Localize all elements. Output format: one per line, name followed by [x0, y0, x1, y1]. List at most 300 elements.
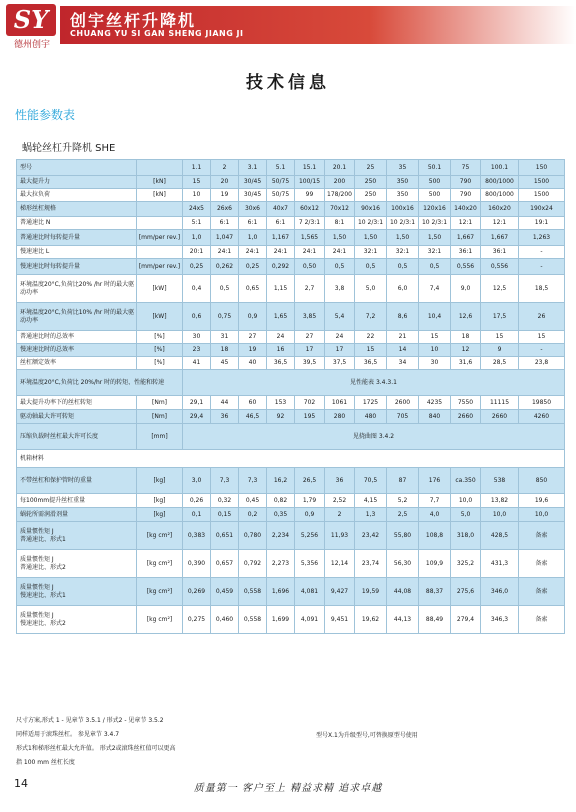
- table-cell: 0,558: [239, 578, 267, 606]
- table-cell: 7,3: [211, 468, 239, 494]
- inertia-label: 质量惯性矩 J: [20, 612, 54, 619]
- table-cell: 5,256: [295, 522, 325, 550]
- table-cell: 60x12: [295, 202, 325, 217]
- table-cell: 备索: [519, 578, 565, 606]
- table-cell: 26,5: [295, 468, 325, 494]
- inertia-sublabel: 普通速比、形式2: [20, 563, 66, 571]
- table-cell: [%]: [137, 331, 183, 344]
- table-cell: 2600: [387, 396, 419, 410]
- table-cell: 3,8: [325, 275, 355, 303]
- table-cell: 19:1: [519, 217, 565, 230]
- table-cell: 150: [519, 160, 565, 176]
- table-cell: 0,65: [239, 275, 267, 303]
- table-cell: 32:1: [387, 246, 419, 259]
- table-row: [17, 176, 565, 189]
- table-cell: 32:1: [419, 246, 451, 259]
- table-cell: 39,5: [295, 357, 325, 370]
- table-cell: 11,93: [325, 522, 355, 550]
- table-cell: 16: [267, 344, 295, 357]
- table-cell: 10: [419, 344, 451, 357]
- table-cell: 慢速速比 L: [17, 246, 137, 259]
- table-cell: 1,3: [355, 508, 387, 522]
- table-cell: 178/200: [325, 189, 355, 202]
- table-cell: 0,5: [387, 259, 419, 275]
- table-cell: 140x20: [451, 202, 481, 217]
- table-cell: 0,460: [211, 606, 239, 634]
- table-cell: 慢速速比时每转提升量: [17, 259, 137, 275]
- note-line: 同样适用于滚珠丝杠。 参见章节 3.4.7: [16, 731, 120, 738]
- table-cell: 850: [519, 468, 565, 494]
- table-cell: 44,13: [387, 606, 419, 634]
- table-cell: 10 2/3:1: [419, 217, 451, 230]
- table-cell: 19: [239, 344, 267, 357]
- table-cell: 每100mm提升丝杠重量: [17, 494, 137, 508]
- table-cell: 0,792: [239, 550, 267, 578]
- table-cell: [kg cm²]: [137, 522, 183, 550]
- table-cell: 1500: [519, 176, 565, 189]
- table-row: [17, 494, 565, 508]
- table-cell: 346,3: [481, 606, 519, 634]
- table-cell: 280: [325, 410, 355, 424]
- table-cell: 普通速比时每转提升量: [17, 230, 137, 246]
- table-cell: 7550: [451, 396, 481, 410]
- table-cell: 17: [325, 344, 355, 357]
- table-cell: 0,45: [239, 494, 267, 508]
- table-cell: -: [519, 344, 565, 357]
- table-cell: [Nm]: [137, 410, 183, 424]
- table-cell: 275,6: [451, 578, 481, 606]
- table-cell: [17, 522, 137, 550]
- table-cell: 702: [295, 396, 325, 410]
- table-cell: 环境温度20°C,负荷比20% /hr 时的最大驱动功率: [17, 275, 137, 303]
- table-cell: 480: [355, 410, 387, 424]
- table-cell: 0,1: [183, 508, 211, 522]
- table-cell: 最大提升力: [17, 176, 137, 189]
- table-cell: 26x6: [211, 202, 239, 217]
- table-cell: 12: [451, 344, 481, 357]
- table-cell: [17, 606, 137, 634]
- table-cell: 4,091: [295, 606, 325, 634]
- table-cell: 0,383: [183, 522, 211, 550]
- table-cell: 840: [419, 410, 451, 424]
- table-cell: 15: [481, 331, 519, 344]
- table-cell: 0,50: [295, 259, 325, 275]
- table-cell: 0,15: [211, 508, 239, 522]
- table-cell: 最大拉负荷: [17, 189, 137, 202]
- notes: [16, 714, 564, 770]
- table-cell: 0,556: [481, 259, 519, 275]
- table-cell: 0,262: [211, 259, 239, 275]
- table-cell: 30/45: [239, 189, 267, 202]
- table-cell: 70,5: [355, 468, 387, 494]
- table-cell: 10 2/3:1: [387, 217, 419, 230]
- table-cell: 44,08: [387, 578, 419, 606]
- table-cell: 23,8: [519, 357, 565, 370]
- banner-subtitle: CHUANG YU SI GAN SHENG JIANG JI: [70, 29, 244, 38]
- table-cell: 24: [325, 331, 355, 344]
- table-row: [17, 160, 565, 176]
- table-cell: 5,0: [451, 508, 481, 522]
- table-cell: 15: [355, 344, 387, 357]
- table-cell: 0,657: [211, 550, 239, 578]
- table-cell: 50.1: [419, 160, 451, 176]
- table-cell: 2660: [451, 410, 481, 424]
- inertia-sublabel: 慢速速比、形式1: [20, 591, 66, 599]
- table-cell: [17, 578, 137, 606]
- table-cell: 0,390: [183, 550, 211, 578]
- table-row: [17, 331, 565, 344]
- table-cell: 1,696: [267, 578, 295, 606]
- table-cell: 0,4: [183, 275, 211, 303]
- table-cell: 45: [211, 357, 239, 370]
- table-cell: 1,047: [211, 230, 239, 246]
- table-cell: 5,2: [387, 494, 419, 508]
- table-cell: 705: [387, 410, 419, 424]
- table-cell: 40x7: [267, 202, 295, 217]
- table-cell: 8,6: [387, 303, 419, 331]
- table-cell: 12:1: [481, 217, 519, 230]
- table-cell: 丝杠额定效率: [17, 357, 137, 370]
- table-cell: 41: [183, 357, 211, 370]
- table-row: [17, 275, 565, 303]
- table-cell: 0,558: [239, 606, 267, 634]
- table-cell: 431,3: [481, 550, 519, 578]
- table-cell: 2: [325, 508, 355, 522]
- table-cell: 195: [295, 410, 325, 424]
- table-row: [17, 202, 565, 217]
- table-cell: 11115: [481, 396, 519, 410]
- table-row: [17, 522, 565, 550]
- table-cell: 0,269: [183, 578, 211, 606]
- table-row: [17, 259, 565, 275]
- table-cell: 120x16: [419, 202, 451, 217]
- table-cell: 2,5: [387, 508, 419, 522]
- table-cell: 30/45: [239, 176, 267, 189]
- table-cell: 60: [239, 396, 267, 410]
- table-cell: 88,37: [419, 578, 451, 606]
- table-cell: 4235: [419, 396, 451, 410]
- table-cell: 13,82: [481, 494, 519, 508]
- table-cell: 800/1000: [481, 189, 519, 202]
- table-cell: 160x20: [481, 202, 519, 217]
- table-cell: 100x16: [387, 202, 419, 217]
- table-cell: 1,699: [267, 606, 295, 634]
- table-cell: 70x12: [325, 202, 355, 217]
- table-cell: [kN]: [137, 189, 183, 202]
- table-cell: 3.1: [239, 160, 267, 176]
- table-cell: 不带丝杠和保护管时的重量: [17, 468, 137, 494]
- table-cell: 2: [211, 160, 239, 176]
- table-cell: 108,8: [419, 522, 451, 550]
- table-cell: 环境温度20°C,负荷比10% /hr 时的最大驱动功率: [17, 303, 137, 331]
- table-cell: 15: [419, 331, 451, 344]
- header-banner: [60, 6, 576, 44]
- table-cell: [kg]: [137, 468, 183, 494]
- table-cell: 87: [387, 468, 419, 494]
- table-cell: [17, 550, 137, 578]
- table-cell: 4,081: [295, 578, 325, 606]
- table-cell: 109,9: [419, 550, 451, 578]
- table-row: [17, 424, 565, 450]
- table-cell: 4,15: [355, 494, 387, 508]
- table-row: [17, 508, 565, 522]
- page-title: 技术信息: [246, 73, 330, 93]
- table-cell: 0,459: [211, 578, 239, 606]
- table-cell: 5,356: [295, 550, 325, 578]
- table-cell: 12,14: [325, 550, 355, 578]
- table-cell: 428,5: [481, 522, 519, 550]
- table-cell: 46,5: [239, 410, 267, 424]
- table-row: [17, 606, 565, 634]
- table-cell: 23,74: [355, 550, 387, 578]
- table-cell: 0,75: [211, 303, 239, 331]
- table-cell: 0,292: [267, 259, 295, 275]
- table-cell: [137, 202, 183, 217]
- table-cell: 5,0: [355, 275, 387, 303]
- table-cell: 30: [419, 357, 451, 370]
- table-cell: [mm/per rev.]: [137, 230, 183, 246]
- table-cell: 型号: [17, 160, 137, 176]
- table-cell: 备索: [519, 606, 565, 634]
- table-cell: 25: [355, 160, 387, 176]
- table-cell: 538: [481, 468, 519, 494]
- table-row: [17, 578, 565, 606]
- table-cell: [kg cm²]: [137, 578, 183, 606]
- table-cell: 36:1: [451, 246, 481, 259]
- table-cell: 0,2: [239, 508, 267, 522]
- table-cell: 9,0: [451, 275, 481, 303]
- table-cell: [kg]: [137, 494, 183, 508]
- table-cell: 9,427: [325, 578, 355, 606]
- table-cell: 28,5: [481, 357, 519, 370]
- table-cell: 0,5: [211, 275, 239, 303]
- table-cell: 2,52: [325, 494, 355, 508]
- table-cell: 0,5: [325, 259, 355, 275]
- table-cell: 23,42: [355, 522, 387, 550]
- table-cell: 26: [519, 303, 565, 331]
- table-cell: 20.1: [325, 160, 355, 176]
- table-cell: 0,780: [239, 522, 267, 550]
- product-subtitle: 蜗轮丝杠升降机 SHE: [22, 143, 116, 154]
- table-cell: 环境温度20°C,负荷比 20%/hr 时的转矩、性能和转速: [17, 370, 183, 396]
- table-cell: 10 2/3:1: [355, 217, 387, 230]
- table-cell: 1725: [355, 396, 387, 410]
- table-cell: 20: [211, 176, 239, 189]
- table-cell: 37,5: [325, 357, 355, 370]
- table-cell: 1,50: [387, 230, 419, 246]
- table-cell: 2,234: [267, 522, 295, 550]
- table-cell: 0,651: [211, 522, 239, 550]
- footnote-4: 型号X.1为升级型号,可替换原型号使用: [316, 732, 418, 739]
- table-cell: 30: [183, 331, 211, 344]
- table-cell: 1,0: [183, 230, 211, 246]
- table-cell: 6:1: [239, 217, 267, 230]
- table-cell: 176: [419, 468, 451, 494]
- table-cell: 325,2: [451, 550, 481, 578]
- table-cell: 9: [481, 344, 519, 357]
- table-cell: 19,6: [519, 494, 565, 508]
- table-cell: 20:1: [183, 246, 211, 259]
- logo-mark: SY: [13, 5, 49, 34]
- table-cell: [kW]: [137, 303, 183, 331]
- table-cell: 7,4: [419, 275, 451, 303]
- table-cell: 27: [239, 331, 267, 344]
- note-line: 形式1和梯形丝杠最大允许值。 形式2或滚珠丝杠值可以更高: [16, 745, 176, 752]
- table-cell: 16,2: [267, 468, 295, 494]
- table-cell: 12:1: [451, 217, 481, 230]
- table-cell: 500: [419, 176, 451, 189]
- table-cell: 22: [355, 331, 387, 344]
- table-cell: 100/15: [295, 176, 325, 189]
- table-cell: 190x24: [519, 202, 565, 217]
- table-cell: 普通速比 N: [17, 217, 137, 230]
- table-cell: 2,7: [295, 275, 325, 303]
- table-cell: 24:1: [267, 246, 295, 259]
- table-cell: 12,6: [451, 303, 481, 331]
- table-cell: 6,0: [387, 275, 419, 303]
- table-cell: 36,5: [355, 357, 387, 370]
- table-cell: 9,451: [325, 606, 355, 634]
- inertia-label: 质量惯性矩 J: [20, 584, 54, 591]
- table-row: [17, 230, 565, 246]
- table-cell: 5,4: [325, 303, 355, 331]
- table-cell: 4,0: [419, 508, 451, 522]
- table-cell: -: [519, 246, 565, 259]
- table-cell: 88,49: [419, 606, 451, 634]
- table-cell: 350: [387, 176, 419, 189]
- table-row: [17, 217, 565, 230]
- table-cell: 56,30: [387, 550, 419, 578]
- table-cell: 36: [325, 468, 355, 494]
- table-cell: 6:1: [211, 217, 239, 230]
- table-cell: 40: [239, 357, 267, 370]
- table-cell: 36: [211, 410, 239, 424]
- table-cell: 35: [387, 160, 419, 176]
- table-cell: 55,80: [387, 522, 419, 550]
- table-cell: 10,0: [481, 508, 519, 522]
- table-cell: 0,25: [183, 259, 211, 275]
- table-cell: 1,50: [419, 230, 451, 246]
- table-cell: 18,5: [519, 275, 565, 303]
- table-cell: 24: [267, 331, 295, 344]
- table-cell: 备索: [519, 522, 565, 550]
- table-cell: 1,0: [239, 230, 267, 246]
- table-cell: 10,0: [519, 508, 565, 522]
- table-cell: 1.1: [183, 160, 211, 176]
- table-cell: 压缩负载时丝杠最大许可长度: [17, 424, 137, 450]
- table-cell: 24x5: [183, 202, 211, 217]
- note-line: 指 100 mm 丝杠长度: [16, 759, 75, 766]
- table-cell: 0,5: [419, 259, 451, 275]
- table-cell: 12,5: [481, 275, 519, 303]
- table-cell: [mm/per rev.]: [137, 259, 183, 275]
- table-cell: 驱动轴最大许可转矩: [17, 410, 137, 424]
- table-cell: 92: [267, 410, 295, 424]
- brand-logo: [6, 4, 56, 36]
- table-cell: 1,667: [481, 230, 519, 246]
- table-cell: [kg]: [137, 508, 183, 522]
- table-cell: [kg cm²]: [137, 550, 183, 578]
- table-cell: 21: [387, 331, 419, 344]
- table-cell: 346,0: [481, 578, 519, 606]
- table-cell: [Nm]: [137, 396, 183, 410]
- table-cell: 0,556: [451, 259, 481, 275]
- table-cell: ca.350: [451, 468, 481, 494]
- table-cell: 14: [387, 344, 419, 357]
- table-row: [17, 396, 565, 410]
- table-cell: 24:1: [295, 246, 325, 259]
- table-cell: 1,50: [355, 230, 387, 246]
- table-cell: 24:1: [239, 246, 267, 259]
- inertia-label: 质量惯性矩 J: [20, 556, 54, 563]
- table-cell: 备索: [519, 550, 565, 578]
- table-cell: 153: [267, 396, 295, 410]
- table-cell: 36:1: [481, 246, 519, 259]
- table-cell: 4260: [519, 410, 565, 424]
- table-cell: 19850: [519, 396, 565, 410]
- table-cell: 10,4: [419, 303, 451, 331]
- table-cell: 18: [211, 344, 239, 357]
- table-cell: 1,565: [295, 230, 325, 246]
- table-cell: 3,85: [295, 303, 325, 331]
- table-cell: 318,0: [451, 522, 481, 550]
- table-cell: 19: [211, 189, 239, 202]
- table-cell: [mm]: [137, 424, 183, 450]
- inertia-label: 质量惯性矩 J: [20, 528, 54, 535]
- table-cell: 5:1: [183, 217, 211, 230]
- header: [0, 0, 576, 52]
- table-cell: 15: [519, 331, 565, 344]
- table-row: [17, 550, 565, 578]
- footer-slogan: 质量第一 客户至上 精益求精 追求卓越: [193, 783, 383, 794]
- table-cell: 99: [295, 189, 325, 202]
- table-row: [17, 344, 565, 357]
- table-cell: 31,6: [451, 357, 481, 370]
- table-cell: 7,3: [239, 468, 267, 494]
- table-cell: 17: [295, 344, 325, 357]
- table-cell: -: [519, 259, 565, 275]
- table-cell: 0,25: [239, 259, 267, 275]
- table-cell: 10,0: [451, 494, 481, 508]
- table-cell: 32:1: [355, 246, 387, 259]
- table-cell: [137, 217, 183, 230]
- table-cell: 279,4: [451, 606, 481, 634]
- table-cell: 75: [451, 160, 481, 176]
- table-cell: 最大提升功率下的丝杠转矩: [17, 396, 137, 410]
- page-number: 14: [14, 777, 28, 790]
- table-cell: 蜗轮所需润滑剂量: [17, 508, 137, 522]
- table-cell: 普通速比时的总效率: [17, 331, 137, 344]
- table-cell: 31: [211, 331, 239, 344]
- logo-subtitle: 德州创宇: [13, 40, 50, 50]
- table-row: [17, 450, 565, 468]
- table-cell: 24:1: [211, 246, 239, 259]
- table-row: [17, 410, 565, 424]
- table-cell: [137, 246, 183, 259]
- table-cell: 慢速速比时的总效率: [17, 344, 137, 357]
- table-cell: 30x6: [239, 202, 267, 217]
- inertia-sublabel: 普通速比、形式1: [20, 535, 66, 543]
- table-cell: [kg cm²]: [137, 606, 183, 634]
- table-cell: [kW]: [137, 275, 183, 303]
- table-cell: 0,32: [211, 494, 239, 508]
- table-row: [17, 357, 565, 370]
- table-cell: [%]: [137, 357, 183, 370]
- table-cell: 7,7: [419, 494, 451, 508]
- table-cell: 8:1: [325, 217, 355, 230]
- table-cell: 500: [419, 189, 451, 202]
- banner-title: 创宇丝杆升降机: [70, 11, 197, 30]
